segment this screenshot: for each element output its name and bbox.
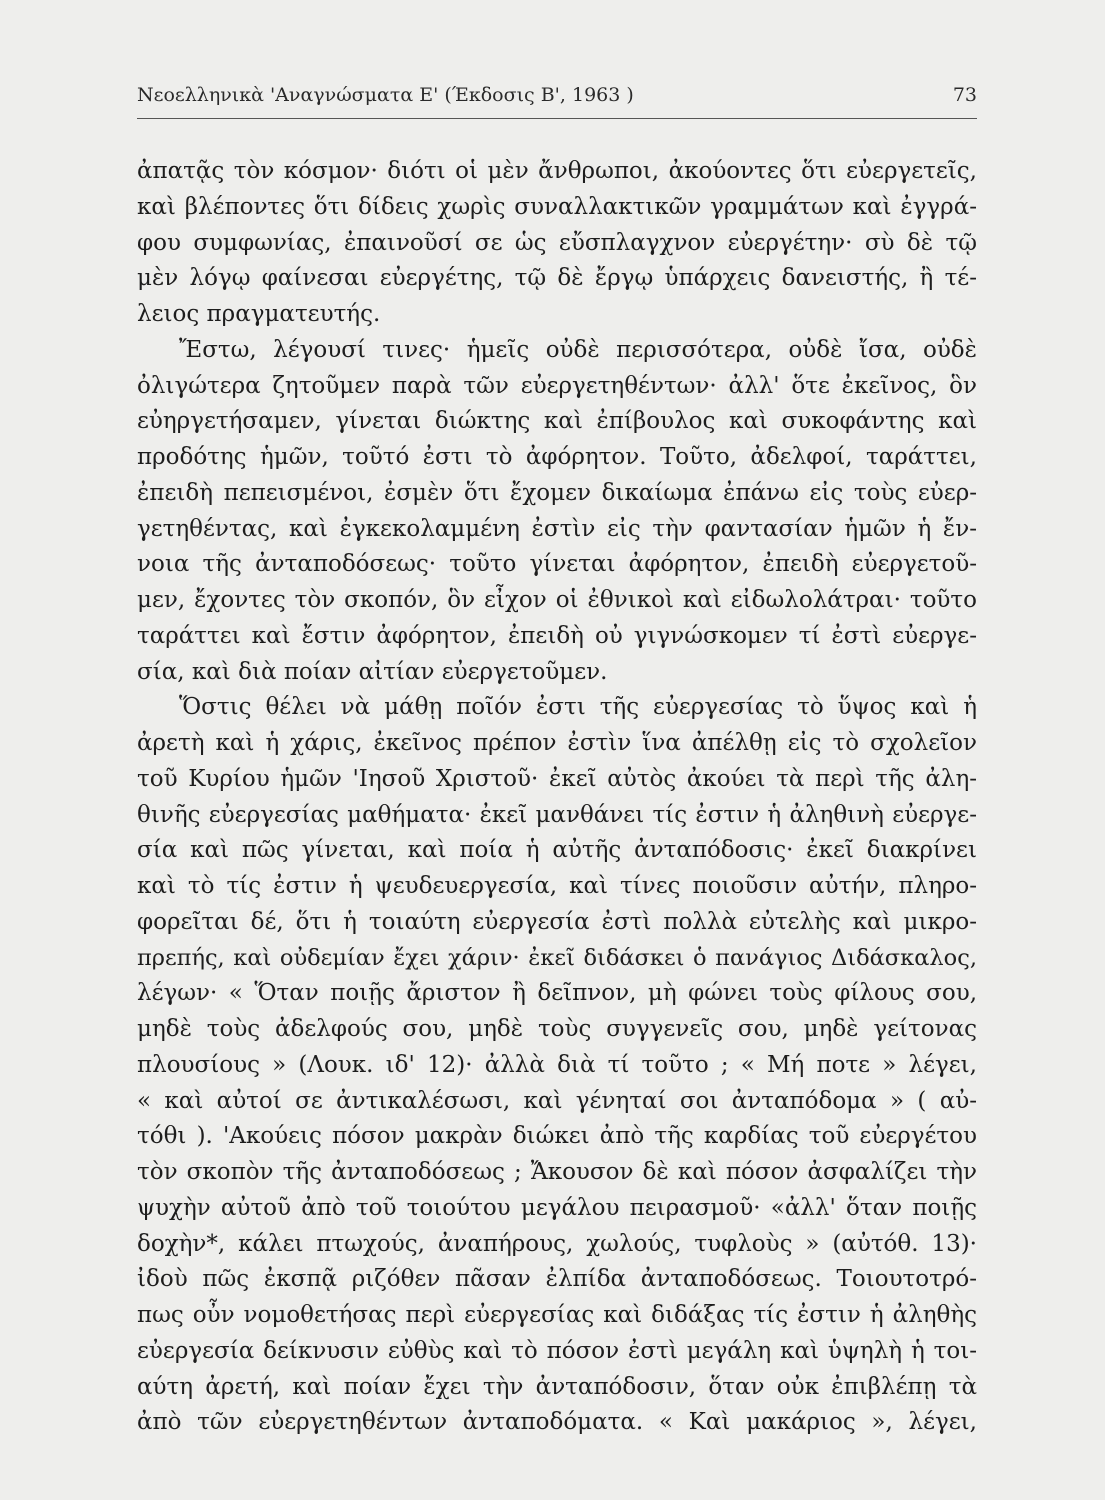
text-line: σία, καὶ διὰ ποίαν αἰτίαν εὐεργετοῦμεν. [137, 658, 608, 685]
text-line: Ἔστω, λέγουσί τινες· ἡμεῖς οὐδὲ περισσότερα, οὐδὲ ἴσα, οὐδὲ [179, 336, 977, 363]
page-header [137, 84, 977, 106]
text-line: ἀρετὴ καὶ ἡ χάρις, ἐκεῖνος πρέπον ἐστὶν ἵνα ἀπέλθῃ εἰς τὸ σχολεῖον [137, 730, 977, 756]
text-line: καὶ τὸ τίς ἐστιν ἡ ψευδευεργεσία, καὶ τίνες ποιοῦσιν αὐτήν, πληρο- [137, 873, 977, 899]
text-line: τόθι ). 'Ακούεις πόσον μακρὰν διώκει ἀπὸ τῆς καρδίας τοῦ εὐεργέτου [137, 1123, 977, 1150]
text-line: σία καὶ πῶς γίνεται, καὶ ποία ἡ αὐτῆς ἀνταπόδοσις· ἐκεῖ διακρίνει [137, 837, 977, 864]
text-line: τὸν σκοπὸν τῆς ἀνταποδόσεως ; Ἄκουσον δὲ καὶ πόσον ἀσφαλίζει τὴν [137, 1159, 977, 1185]
running-title: Νεοελληνικὰ 'Αναγνώσματα Ε' (Έκδοσις Β', 1963 ) [137, 84, 634, 106]
text-line: καὶ βλέποντες ὅτι δίδεις χωρὶς συναλλακτικῶν γραμμάτων καὶ ἐγγρά- [137, 193, 977, 220]
text-line: φου συμφωνίας, ἐπαινοῦσί σε ὡς εὔσπλαγχνον εὐεργέτην· σὺ δὲ τῷ [137, 229, 977, 256]
text-line: ἐπειδὴ πεπεισμένοι, ἐσμὲν ὅτι ἔχομεν δικαίωμα ἐπάνω εἰς τοὺς εὐερ- [137, 479, 977, 506]
text-line: μεν, ἔχοντες τὸν σκοπόν, ὃν εἶχον οἱ ἐθνικοὶ καὶ εἰδωλολάτραι· τοῦτο [137, 587, 977, 613]
text-line: πλουσίους » (Λουκ. ιδ' 12)· ἀλλὰ διὰ τί τοῦτο ; « Μή ποτε » λέγει, [137, 1051, 977, 1078]
text-line: μὲν λόγῳ φαίνεσαι εὐεργέτης, τῷ δὲ ἔργῳ ὑπάρχεις δανειστής, ἢ τέ- [137, 265, 977, 292]
text-line: θινῆς εὐεργεσίας μαθήματα· ἐκεῖ μανθάνει τίς ἐστιν ἡ ἀληθινὴ εὐεργε- [137, 801, 977, 828]
text-line: εὐηργετήσαμεν, γίνεται διώκτης καὶ ἐπίβουλος καὶ συκοφάντης καὶ [137, 408, 977, 435]
header-rule [137, 118, 977, 119]
text-line: προδότης ἡμῶν, τοῦτό ἐστι τὸ ἀφόρητον. Τοῦτο, ἀδελφοί, ταράττει, [137, 444, 977, 470]
text-line: ἀπὸ τῶν εὐεργετηθέντων ἀνταποδόματα. « Καὶ μακάριος », λέγει, [137, 1409, 977, 1436]
text-line: ὀλιγώτερα ζητοῦμεν παρὰ τῶν εὐεργετηθέντων· ἀλλ' ὅτε ἐκεῖνος, ὃν [137, 372, 977, 399]
text-line: πρεπής, καὶ οὐδεμίαν ἔχει χάριν· ἐκεῖ διδάσκει ὁ πανάγιος Διδάσκαλος, [137, 944, 977, 971]
text-line: Ὅστις θέλει νὰ μάθῃ ποῖόν ἐστι τῆς εὐεργεσίας τὸ ὕψος καὶ ἡ [179, 694, 977, 721]
text-line: ἰδοὺ πῶς ἐκσπᾷ ριζόθεν πᾶσαν ἐλπίδα ἀνταποδόσεως. Τοιουτοτρό- [137, 1266, 977, 1293]
text-line: λειος πραγματευτής. [137, 301, 381, 327]
text-line: εὐεργεσία δείκνυσιν εὐθὺς καὶ τὸ πόσον ἐστὶ μεγάλη καὶ ὑψηλὴ ἡ τοι- [137, 1337, 977, 1364]
text-line: μηδὲ τοὺς ἀδελφούς σου, μηδὲ τοὺς συγγενεῖς σου, μηδὲ γείτονας [137, 1016, 977, 1042]
text-line: ἀπατᾷς τὸν κόσμον· διότι οἱ μὲν ἄνθρωποι, ἀκούοντες ὅτι εὐεργετεῖς, [137, 158, 977, 184]
text-line: πως οὖν νομοθετήσας περὶ εὐεργεσίας καὶ διδάξας τίς ἐστιν ἡ ἀληθὴς [137, 1302, 977, 1328]
text-line: ψυχὴν αὐτοῦ ἀπὸ τοῦ τοιούτου μεγάλου πειρασμοῦ· «ἀλλ' ὅταν ποιῇς [137, 1194, 977, 1221]
page-number: 73 [952, 84, 977, 106]
text-line: ταράττει καὶ ἔστιν ἀφόρητον, ἐπειδὴ οὐ γιγνώσκομεν τί ἐστὶ εὐεργε- [137, 622, 977, 649]
text-line: αύτη ἀρετή, καὶ ποίαν ἔχει τὴν ἀνταπόδοσιν, ὅταν οὐκ ἐπιβλέπῃ τὰ [137, 1373, 977, 1400]
body-text [137, 154, 977, 1441]
text-line: « καὶ αὐτοί σε ἀντικαλέσωσι, καὶ γένηταί σοι ἀνταπόδομα » ( αὐ- [137, 1087, 977, 1114]
text-line: λέγων· « Ὅταν ποιῇς ἄριστον ἢ δεῖπνον, μὴ φώνει τοὺς φίλους σου, [137, 980, 977, 1007]
text-line: φορεῖται δέ, ὅτι ἡ τοιαύτη εὐεργεσία ἐστὶ πολλὰ εὐτελὴς καὶ μικρο- [137, 908, 977, 935]
text-line: γετηθέντας, καὶ ἐγκεκολαμμένη ἐστὶν εἰς τὴν φαντασίαν ἡμῶν ἡ ἔν- [137, 515, 977, 542]
text-line: δοχὴν*, κάλει πτωχούς, ἀναπήρους, χωλούς, τυφλοὺς » (αὐτόθ. 13)· [137, 1230, 977, 1257]
text-line: νοια τῆς ἀνταποδόσεως· τοῦτο γίνεται ἀφόρητον, ἐπειδὴ εὐεργετοῦ- [137, 551, 977, 578]
text-line: τοῦ Κυρίου ἡμῶν 'Ιησοῦ Χριστοῦ· ἐκεῖ αὐτὸς ἀκούει τὰ περὶ τῆς ἀλη- [137, 765, 977, 792]
